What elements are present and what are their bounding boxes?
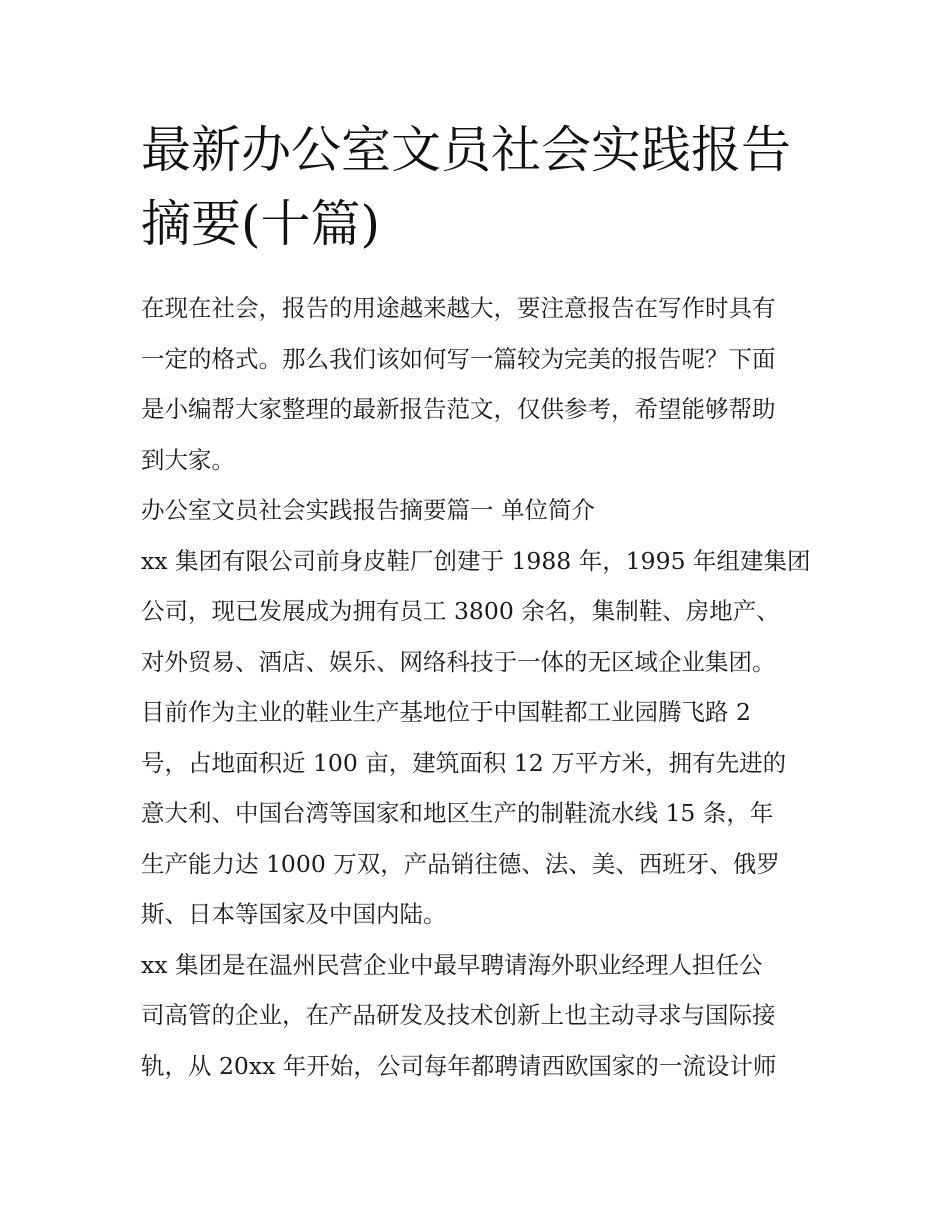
document-content xyxy=(141,113,821,1091)
company-intro-paragraph xyxy=(141,536,821,940)
title-line: 摘要(十篇) xyxy=(141,195,381,253)
text-line: 办公室文员社会实践报告摘要篇一 单位简介 xyxy=(141,496,595,524)
text-line: 目前作为主业的鞋业生产基地位于中国鞋都工业园腾飞路 2 xyxy=(141,698,751,726)
text-line: 号，占地面积近 100 亩，建筑面积 12 万平方米，拥有先进的 xyxy=(141,748,787,777)
document-title xyxy=(141,113,821,261)
text-line: 斯、日本等国家及中国内陆。 xyxy=(141,900,447,928)
text-line: 在现在社会，报告的用途越来越大，要注意报告在写作时具有 xyxy=(141,294,776,322)
text-line: 到大家。 xyxy=(141,445,235,474)
text-line: xx 集团是在温州民营企业中最早聘请海外职业经理人担任公 xyxy=(141,950,763,979)
text-line: 是小编帮大家整理的最新报告范文，仅供参考，希望能够帮助 xyxy=(141,395,776,423)
text-line: 司高管的企业，在产品研发及技术创新上也主动寻求与国际接 xyxy=(141,1001,776,1029)
intro-paragraph xyxy=(141,283,821,485)
text-line: 生产能力达 1000 万双，产品销往德、法、美、西班牙、俄罗 xyxy=(141,849,780,878)
title-line: 最新办公室文员社会实践报告 xyxy=(141,121,791,179)
company-management-paragraph xyxy=(141,940,821,1092)
text-line: 一定的格式。那么我们该如何写一篇较为完美的报告呢？下面 xyxy=(141,344,776,373)
text-line: 轨，从 20xx 年开始，公司每年都聘请西欧国家的一流设计师 xyxy=(141,1051,777,1080)
text-line: 对外贸易、酒店、娱乐、网络科技于一体的无区域企业集团。 xyxy=(141,647,776,676)
section-heading xyxy=(141,485,821,536)
text-line: xx 集团有限公司前身皮鞋厂创建于 1988 年，1995 年组建集团 xyxy=(141,546,811,575)
text-line: 意大利、中国台湾等国家和地区生产的制鞋流水线 15 条，年 xyxy=(141,799,774,827)
text-line: 公司，现已发展成为拥有员工 3800 余名，集制鞋、房地产、 xyxy=(141,597,780,625)
